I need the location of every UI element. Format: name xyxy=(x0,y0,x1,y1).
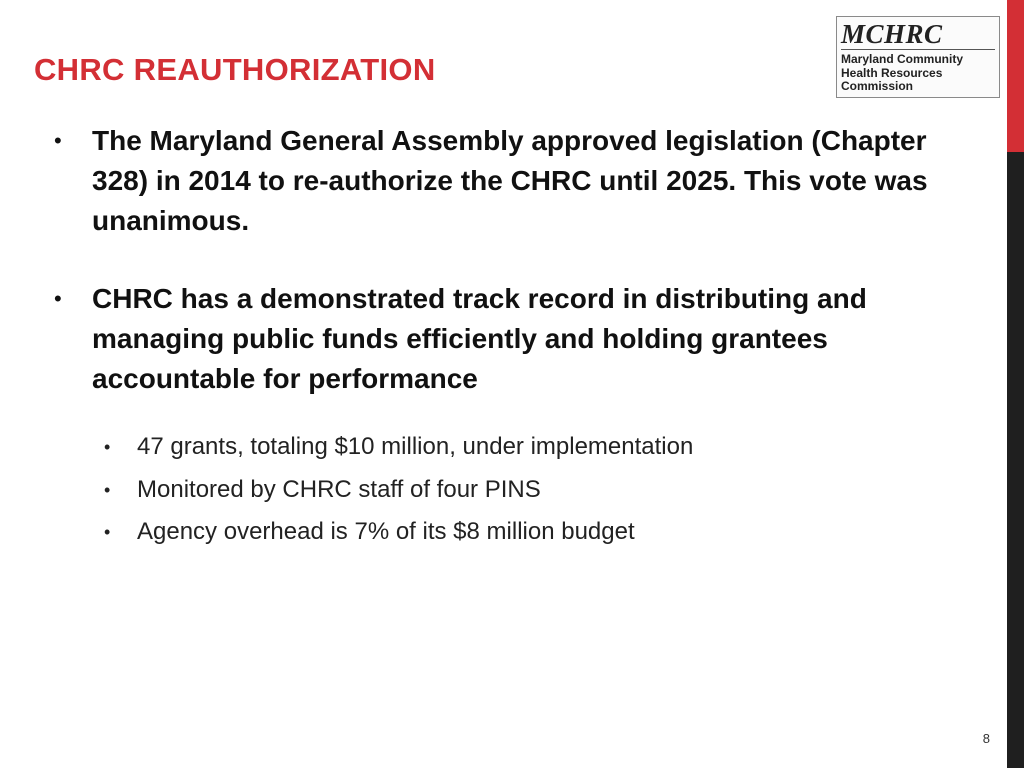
mchrc-logo xyxy=(836,16,1000,98)
slide-title: CHRC REAUTHORIZATION xyxy=(34,52,436,87)
sub-bullet-item xyxy=(104,432,957,462)
logo-line-2: Health Resources xyxy=(841,65,943,80)
sub-bullet-marker: • xyxy=(104,480,111,500)
accent-bar-top xyxy=(1007,0,1024,152)
sub-bullet-text: Agency overhead is 7% of its $8 million budget xyxy=(137,518,635,545)
bullet-text: CHRC has a demonstrated track record in distributing and managing public funds efficiently and holding grantees accountable for performance xyxy=(92,283,867,394)
bullet-marker: • xyxy=(54,128,62,153)
bullet-item xyxy=(54,121,952,241)
logo-line-1: Maryland Community xyxy=(841,52,964,66)
sub-bullet-text: Monitored by CHRC staff of four PINS xyxy=(137,476,541,503)
sub-bullet-item xyxy=(104,475,957,505)
bullet-text: The Maryland General Assembly approved legislation (Chapter 328) in 2014 to re-authorize the CHRC until 2025. This vote was unanimous. xyxy=(92,125,928,236)
sub-bullet-item xyxy=(104,517,957,547)
page-number: 8 xyxy=(982,731,990,746)
logo-mark: MCHRC xyxy=(841,19,943,49)
sub-bullet-text: 47 grants, totaling $10 million, under implementation xyxy=(137,433,694,460)
accent-bar-bottom xyxy=(1007,152,1024,768)
bullet-item xyxy=(54,279,952,399)
logo-divider xyxy=(841,49,995,50)
logo-line-3: Commission xyxy=(841,79,914,93)
sub-bullet-marker: • xyxy=(104,437,111,457)
sub-bullet-marker: • xyxy=(104,522,111,542)
bullet-marker: • xyxy=(54,286,62,311)
